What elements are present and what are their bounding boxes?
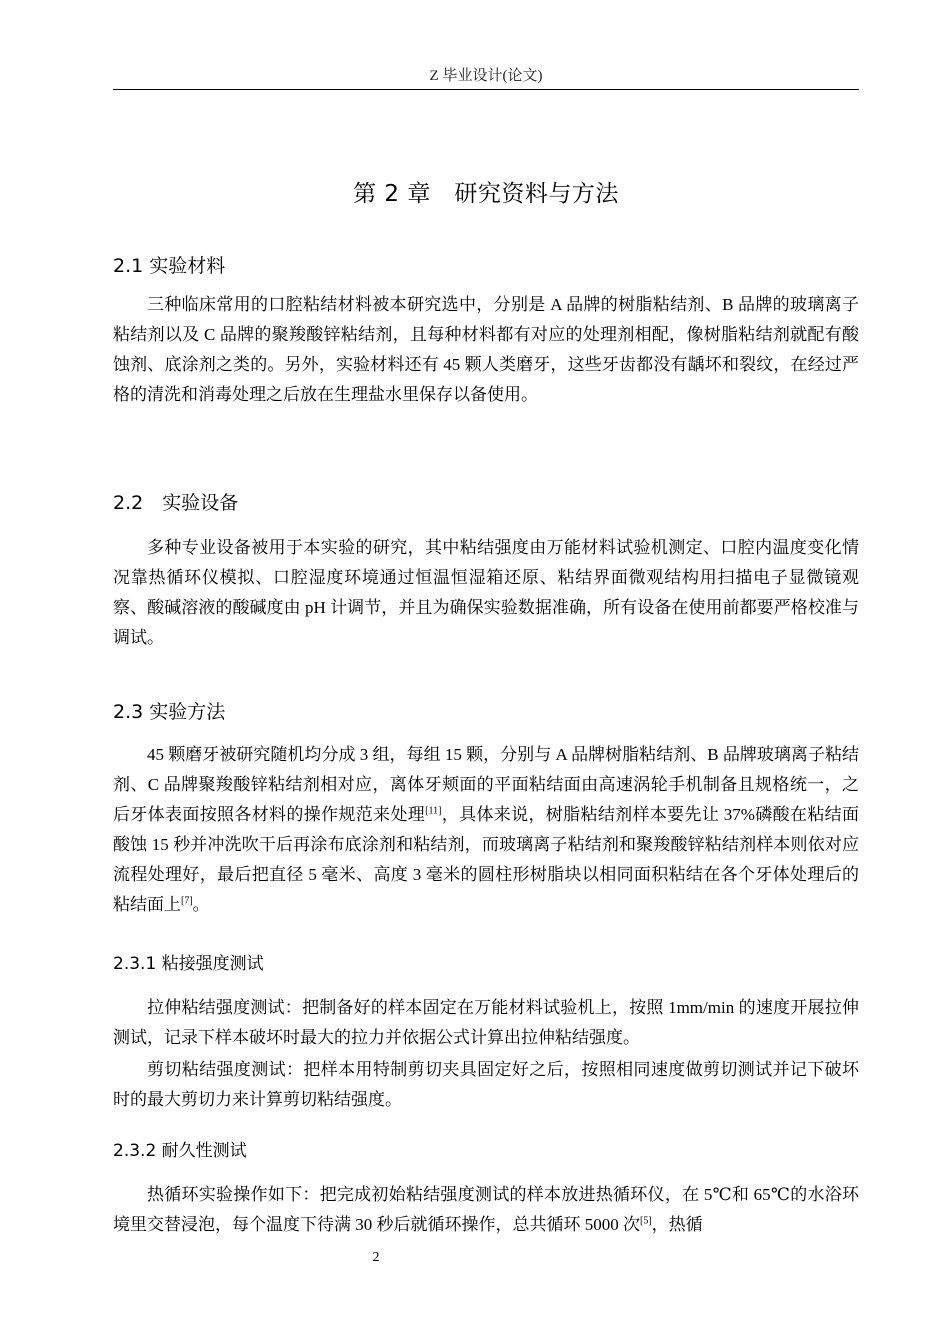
durability-text-1: 热循环实验操作如下：把完成初始粘结强度测试的样本放进热循环仪，在 5℃和 65℃的水浴环境里交替浸泡，每个温度下待满 30 秒后就循环操作，总共循环 5000 次 bbox=[113, 1185, 859, 1234]
methods-text-1: 45 颗磨牙被研究随机均分成 3 组，每组 15 颗，分别与 A 品牌树脂粘结剂、B 品牌玻璃离子粘结剂、C 品牌聚羧酸锌粘结剂相对应，离体牙颊面的平面粘结面由高速涡轮手机制备且规格统一，之后牙体表面按照各材料的操作规范来处理 bbox=[113, 745, 859, 824]
subsection-heading-2-3-2: 2.3.2 耐久性测试 bbox=[113, 1141, 247, 1161]
citation-5: [5] bbox=[640, 1215, 652, 1227]
paragraph-methods bbox=[113, 740, 859, 920]
subsection-heading-2-3-1: 2.3.1 粘接强度测试 bbox=[113, 954, 264, 974]
methods-text-3: 。 bbox=[192, 895, 210, 914]
citation-7: [7] bbox=[181, 895, 193, 907]
paragraph-equipment: 多种专业设备被用于本实验的研究，其中粘结强度由万能材料试验机测定、口腔内温度变化情况靠热循环仪模拟、口腔湿度环境通过恒温恒湿箱还原、粘结界面微观结构用扫描电子显微镜观察、酸碱溶液的酸碱度由 pH 计调节，并且为确保实验数据准确，所有设备在使用前都要严格校准与调试。 bbox=[113, 538, 859, 647]
section-heading-2-3: 2.3 实验方法 bbox=[113, 701, 226, 723]
paragraph-tensile-test: 拉伸粘结强度测试：把制备好的样本固定在万能材料试验机上，按照 1mm/min 的速度开展拉伸测试，记录下样本破坏时最大的拉力并依据公式计算出拉伸粘结强度。 bbox=[113, 998, 859, 1047]
section-heading-2-2: 2.2 实验设备 bbox=[113, 492, 239, 514]
chapter-title: 第 2 章 研究资料与方法 bbox=[353, 181, 619, 207]
durability-text-2: ，热循 bbox=[651, 1215, 703, 1234]
page-header: Z 毕业设计(论文) bbox=[429, 68, 543, 84]
page-number: 2 bbox=[372, 1250, 380, 1265]
paragraph-durability-test bbox=[113, 1180, 859, 1240]
citation-11: [11] bbox=[425, 805, 442, 817]
paragraph-shear-test: 剪切粘结强度测试：把样本用特制剪切夹具固定好之后，按照相同速度做剪切测试并记下破坏时的最大剪切力来计算剪切粘结强度。 bbox=[113, 1060, 859, 1109]
header-rule bbox=[113, 89, 859, 90]
section-heading-2-1: 2.1 实验材料 bbox=[113, 255, 226, 277]
paragraph-materials: 三种临床常用的口腔粘结材料被本研究选中，分别是 A 品牌的树脂粘结剂、B 品牌的玻璃离子粘结剂以及 C 品牌的聚羧酸锌粘结剂，且每种材料都有对应的处理剂相配，像树脂粘结剂就配有酸蚀剂、底涂剂之类的。另外，实验材料还有 45 颗人类磨牙，这些牙齿都没有龋坏和裂纹，在经过严格的清洗和消毒处理之后放在生理盐水里保存以备使用。 bbox=[113, 295, 859, 404]
methods-text-2: ，具体来说，树脂粘结剂样本要先让 37%磷酸在粘结面酸蚀 15 秒并冲洗吹干后再涂布底涂剂和粘结剂，而玻璃离子粘结剂和聚羧酸锌粘结剂样本则依对应流程处理好，最后把直径 5 毫米、高度 3 毫米的圆柱形树脂块以相同面积粘结在各个牙体处理后的粘结面上 bbox=[113, 805, 859, 914]
